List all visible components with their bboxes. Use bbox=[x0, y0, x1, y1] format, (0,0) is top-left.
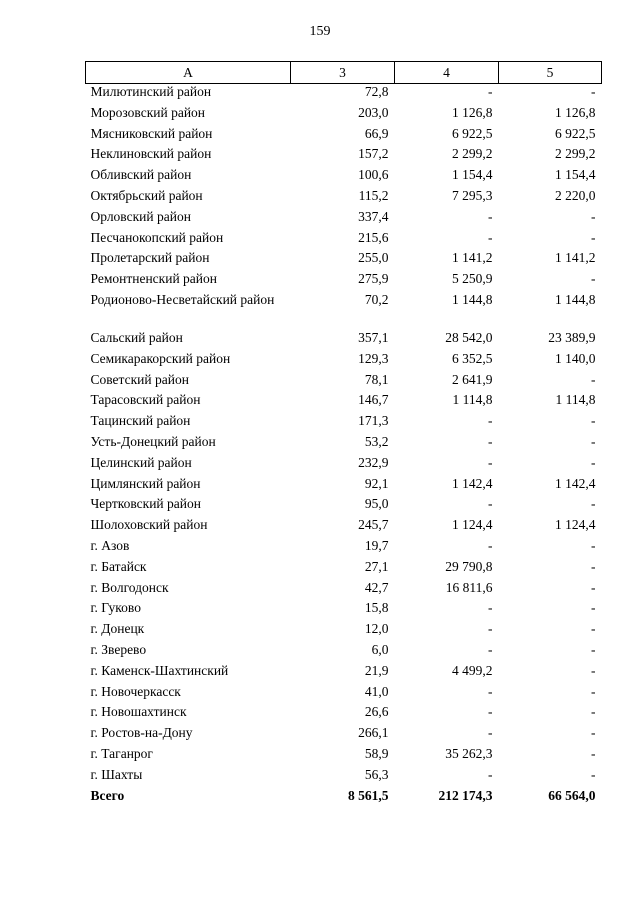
cell-col-3: 53,2 bbox=[364, 433, 389, 449]
row-name: Тарасовский район bbox=[90, 392, 201, 408]
row-name: г. Азов bbox=[90, 537, 130, 553]
cell-col-4: - bbox=[488, 704, 493, 720]
cell-col-5: 1 142,4 bbox=[555, 475, 596, 491]
row-name: Тацинский район bbox=[90, 413, 191, 429]
table-row bbox=[86, 188, 602, 209]
row-name: г. Волгодонск bbox=[90, 579, 169, 595]
cell-col-3: 203,0 bbox=[358, 104, 389, 120]
cell-col-3: 337,4 bbox=[358, 208, 389, 224]
cell-col-3: 42,7 bbox=[364, 579, 389, 595]
row-name: Мясниковский район bbox=[90, 125, 213, 141]
cell-col-3: 157,2 bbox=[358, 146, 389, 162]
table-row bbox=[86, 209, 602, 230]
row-name: Октябрьский район bbox=[90, 187, 203, 203]
cell-col-4: 5 250,9 bbox=[452, 271, 493, 287]
cell-col-5: 1 114,8 bbox=[555, 392, 596, 408]
cell-col-5: 6 922,5 bbox=[555, 125, 596, 141]
row-name: г. Новошахтинск bbox=[90, 704, 187, 720]
cell-col-3: 95,0 bbox=[364, 496, 389, 512]
row-name: Советский район bbox=[90, 371, 189, 387]
cell-col-4: 1 141,2 bbox=[452, 250, 493, 266]
cell-col-4: - bbox=[488, 208, 493, 224]
cell-col-4: - bbox=[488, 84, 493, 99]
cell-col-5: 1 126,8 bbox=[555, 104, 596, 120]
cell-col-4: - bbox=[488, 537, 493, 553]
table-row bbox=[86, 292, 602, 330]
row-name: г. Новочеркасск bbox=[90, 683, 181, 699]
row-name: г. Шахты bbox=[90, 766, 143, 782]
row-name: Сальский район bbox=[90, 329, 183, 345]
table-row bbox=[86, 580, 602, 601]
header-col-a: А bbox=[86, 62, 291, 84]
cell-col-3: 171,3 bbox=[358, 413, 389, 429]
cell-col-4: 1 142,4 bbox=[452, 475, 493, 491]
cell-col-5: 1 144,8 bbox=[555, 291, 596, 307]
cell-col-3: 12,0 bbox=[364, 621, 389, 637]
table-row bbox=[86, 663, 602, 684]
table-row bbox=[86, 559, 602, 580]
row-name: Семикаракорский район bbox=[90, 350, 231, 366]
cell-col-5: - bbox=[591, 558, 596, 574]
cell-col-3: 100,6 bbox=[358, 167, 389, 183]
cell-col-5: - bbox=[591, 704, 596, 720]
table-row bbox=[86, 434, 602, 455]
cell-col-3: 232,9 bbox=[358, 454, 389, 470]
table-row bbox=[86, 330, 602, 351]
cell-col-4: - bbox=[488, 433, 493, 449]
data-table bbox=[85, 61, 602, 808]
cell-col-3: 19,7 bbox=[364, 537, 389, 553]
page-number: 159 bbox=[309, 24, 331, 39]
cell-col-3: 41,0 bbox=[364, 683, 389, 699]
cell-col-4: 35 262,3 bbox=[445, 745, 493, 761]
cell-col-3: 8 561,5 bbox=[348, 787, 389, 803]
cell-col-5: - bbox=[591, 725, 596, 741]
row-name: Всего bbox=[90, 787, 125, 803]
row-name: г. Таганрог bbox=[90, 745, 153, 761]
row-name: г. Ростов-на-Дону bbox=[90, 725, 193, 741]
cell-col-3: 66,9 bbox=[364, 125, 389, 141]
table-row bbox=[86, 496, 602, 517]
table-row bbox=[86, 351, 602, 372]
table-header bbox=[86, 62, 602, 84]
table-row bbox=[86, 230, 602, 251]
cell-col-4: - bbox=[488, 683, 493, 699]
table-row bbox=[86, 704, 602, 725]
cell-col-3: 266,1 bbox=[358, 725, 389, 741]
cell-col-3: 245,7 bbox=[358, 517, 389, 533]
cell-col-5: - bbox=[591, 271, 596, 287]
row-name: Усть-Донецкий район bbox=[90, 433, 216, 449]
cell-col-3: 72,8 bbox=[364, 84, 389, 99]
table-row bbox=[86, 455, 602, 476]
row-name: г. Донецк bbox=[90, 621, 145, 637]
row-name: г. Гуково bbox=[90, 600, 141, 616]
cell-col-5: 1 154,4 bbox=[555, 167, 596, 183]
table-row bbox=[86, 642, 602, 663]
table-row bbox=[86, 621, 602, 642]
cell-col-3: 255,0 bbox=[358, 250, 389, 266]
cell-col-4: 7 295,3 bbox=[452, 187, 493, 203]
cell-col-3: 21,9 bbox=[364, 662, 389, 678]
cell-col-5: - bbox=[591, 496, 596, 512]
cell-col-5: - bbox=[591, 621, 596, 637]
cell-col-3: 70,2 bbox=[364, 291, 389, 307]
row-name: Пролетарский район bbox=[90, 250, 210, 266]
row-name: Родионово-Несветайский район bbox=[90, 291, 275, 307]
row-name: Шолоховский район bbox=[90, 517, 208, 533]
cell-col-5: - bbox=[591, 579, 596, 595]
cell-col-4: 2 641,9 bbox=[452, 371, 493, 387]
cell-col-5: - bbox=[591, 454, 596, 470]
cell-col-5: - bbox=[591, 433, 596, 449]
cell-col-4: 212 174,3 bbox=[438, 787, 493, 803]
table-row bbox=[86, 767, 602, 788]
cell-col-4: - bbox=[488, 413, 493, 429]
cell-col-3: 215,6 bbox=[358, 229, 389, 245]
cell-col-4: 1 114,8 bbox=[452, 392, 493, 408]
cell-col-5: - bbox=[591, 641, 596, 657]
row-name: Орловский район bbox=[90, 208, 191, 224]
table-row bbox=[86, 372, 602, 393]
table-row bbox=[86, 413, 602, 434]
table-row bbox=[86, 476, 602, 497]
row-name: Цимлянский район bbox=[90, 475, 201, 491]
cell-col-5: 2 299,2 bbox=[555, 146, 596, 162]
cell-col-3: 26,6 bbox=[364, 704, 389, 720]
row-name: Чертковский район bbox=[90, 496, 201, 512]
table-body bbox=[86, 84, 602, 809]
cell-col-4: - bbox=[488, 766, 493, 782]
table-row bbox=[86, 146, 602, 167]
cell-col-5: 66 564,0 bbox=[548, 787, 596, 803]
cell-col-5: 1 124,4 bbox=[555, 517, 596, 533]
row-name: Морозовский район bbox=[90, 104, 206, 120]
cell-col-4: - bbox=[488, 496, 493, 512]
row-name: г. Зверево bbox=[90, 641, 147, 657]
cell-col-4: - bbox=[488, 621, 493, 637]
cell-col-5: 23 389,9 bbox=[548, 329, 596, 345]
row-name: Обливский район bbox=[90, 167, 192, 183]
header-col-3: 3 bbox=[291, 62, 395, 84]
table-row bbox=[86, 600, 602, 621]
header-col-4: 4 bbox=[395, 62, 499, 84]
cell-col-5: - bbox=[591, 537, 596, 553]
cell-col-3: 115,2 bbox=[358, 187, 389, 203]
cell-col-4: - bbox=[488, 454, 493, 470]
cell-col-3: 129,3 bbox=[358, 350, 389, 366]
cell-col-3: 78,1 bbox=[364, 371, 389, 387]
cell-col-4: - bbox=[488, 229, 493, 245]
cell-col-4: 1 144,8 bbox=[452, 291, 493, 307]
cell-col-5: - bbox=[591, 208, 596, 224]
cell-col-3: 357,1 bbox=[358, 329, 389, 345]
cell-col-5: - bbox=[591, 662, 596, 678]
cell-col-4: 16 811,6 bbox=[445, 579, 493, 595]
table-row bbox=[86, 746, 602, 767]
table-row bbox=[86, 250, 602, 271]
cell-col-5: - bbox=[591, 766, 596, 782]
table-row bbox=[86, 392, 602, 413]
row-name: г. Батайск bbox=[90, 558, 147, 574]
table-row bbox=[86, 271, 602, 292]
cell-col-4: 1 126,8 bbox=[452, 104, 493, 120]
cell-col-5: 1 141,2 bbox=[555, 250, 596, 266]
row-name: Песчанокопский район bbox=[90, 229, 224, 245]
cell-col-4: 1 154,4 bbox=[452, 167, 493, 183]
table-row bbox=[86, 684, 602, 705]
cell-col-3: 56,3 bbox=[364, 766, 389, 782]
row-name: Милютинский район bbox=[90, 84, 212, 99]
cell-col-3: 6,0 bbox=[371, 641, 389, 657]
cell-col-4: 1 124,4 bbox=[452, 517, 493, 533]
header-col-5: 5 bbox=[499, 62, 602, 84]
table-row bbox=[86, 105, 602, 126]
cell-col-3: 58,9 bbox=[364, 745, 389, 761]
cell-col-3: 146,7 bbox=[358, 392, 389, 408]
row-name: г. Каменск-Шахтинский bbox=[90, 662, 229, 678]
cell-col-4: - bbox=[488, 641, 493, 657]
cell-col-3: 27,1 bbox=[364, 558, 389, 574]
cell-col-5: - bbox=[591, 683, 596, 699]
cell-col-4: 6 922,5 bbox=[452, 125, 493, 141]
cell-col-4: 4 499,2 bbox=[452, 662, 493, 678]
total-row bbox=[86, 788, 602, 809]
cell-col-5: - bbox=[591, 413, 596, 429]
cell-col-5: - bbox=[591, 84, 596, 99]
table-row bbox=[86, 167, 602, 188]
table-row bbox=[86, 84, 602, 105]
cell-col-3: 15,8 bbox=[364, 600, 389, 616]
table-row bbox=[86, 725, 602, 746]
row-name: Целинский район bbox=[90, 454, 192, 470]
cell-col-3: 275,9 bbox=[358, 271, 389, 287]
cell-col-4: - bbox=[488, 725, 493, 741]
table-row bbox=[86, 126, 602, 147]
table-row bbox=[86, 517, 602, 538]
cell-col-5: - bbox=[591, 371, 596, 387]
cell-col-3: 92,1 bbox=[364, 475, 389, 491]
cell-col-5: - bbox=[591, 229, 596, 245]
cell-col-4: 2 299,2 bbox=[452, 146, 493, 162]
cell-col-4: 28 542,0 bbox=[445, 329, 493, 345]
cell-col-4: 6 352,5 bbox=[452, 350, 493, 366]
row-name: Ремонтненский район bbox=[90, 271, 217, 287]
cell-col-5: - bbox=[591, 600, 596, 616]
table-row bbox=[86, 538, 602, 559]
cell-col-5: - bbox=[591, 745, 596, 761]
cell-col-4: 29 790,8 bbox=[445, 558, 493, 574]
cell-col-5: 2 220,0 bbox=[555, 187, 596, 203]
cell-col-4: - bbox=[488, 600, 493, 616]
cell-col-5: 1 140,0 bbox=[555, 350, 596, 366]
row-name: Неклиновский район bbox=[90, 146, 212, 162]
